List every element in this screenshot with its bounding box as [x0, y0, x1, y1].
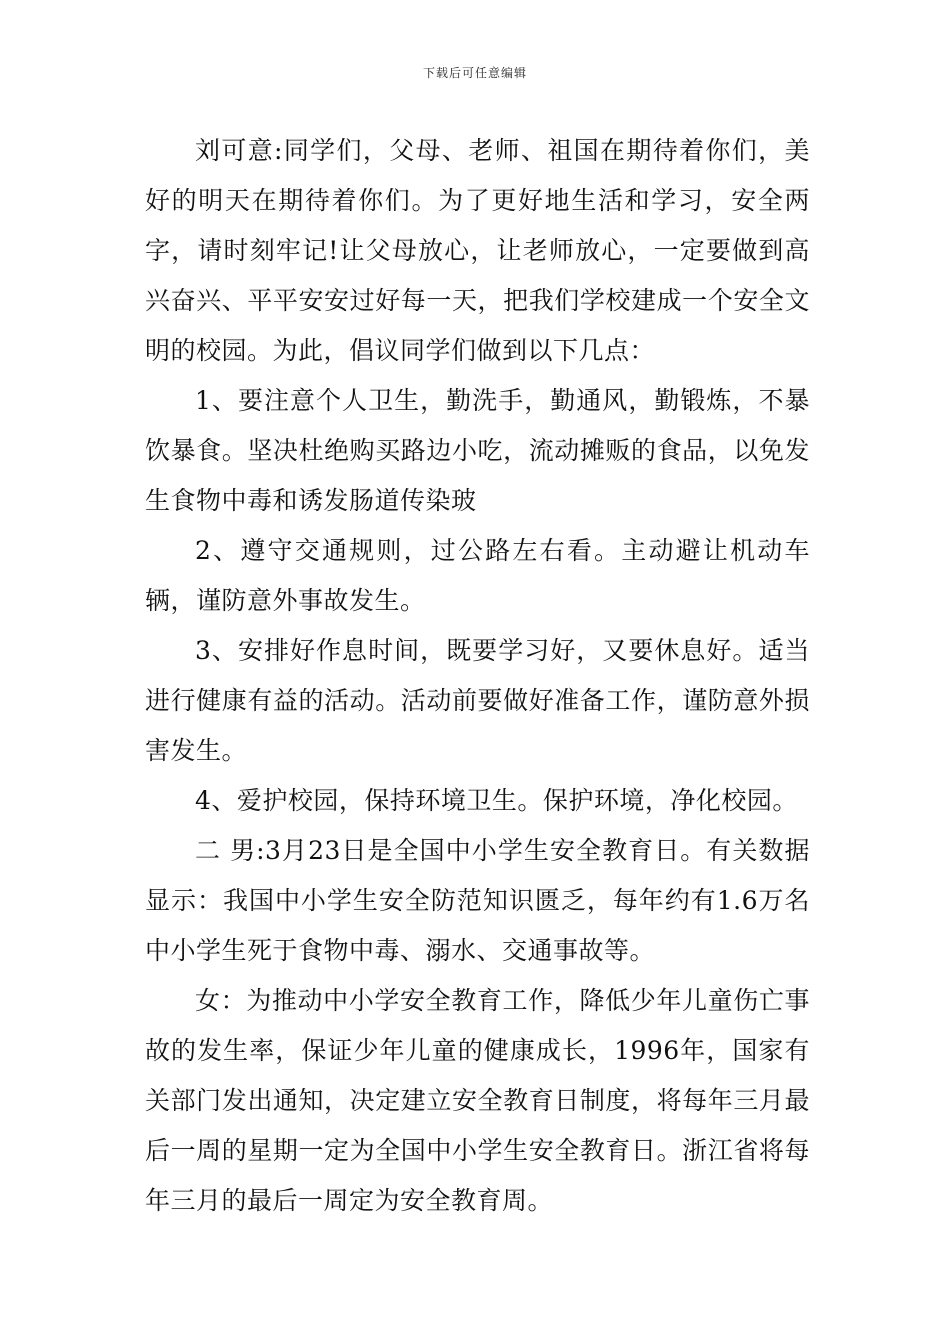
- paragraph-item-2: 2、遵守交通规则，过公路左右看。主动避让机动车辆，谨防意外事故发生。: [145, 536, 810, 615]
- paragraph-item-3: 3、安排好作息时间，既要学习好，又要休息好。适当进行健康有益的活动。活动前要做好准备工作，谨防意外损害发生。: [145, 636, 810, 765]
- paragraph-item-1: 1、要注意个人卫生，勤洗手，勤通风，勤锻炼，不暴饮暴食。坚决杜绝购买路边小吃，流动摊贩的食品，以免发生食物中毒和诱发肠道传染玻: [145, 386, 810, 515]
- paragraph-section-two-female: 女：为推动中小学安全教育工作，降低少年儿童伤亡事故的发生率，保证少年儿童的健康成长，1996年，国家有关部门发出通知，决定建立安全教育日制度，将每年三月最后一周的星期一定为全国中小学生安全教育日。浙江省将每年三月的最后一周定为安全教育周。: [145, 986, 810, 1215]
- page-header-note: 下载后可任意编辑: [422, 66, 527, 80]
- paragraph-section-two-male: 二 男:3月23日是全国中小学生安全教育日。有关数据显示：我国中小学生安全防范知识匮乏，每年约有1.6万名中小学生死于食物中毒、溺水、交通事故等。: [145, 836, 810, 965]
- document-body: [145, 126, 810, 1226]
- paragraph-intro: 刘可意:同学们，父母、老师、祖国在期待着你们，美好的明天在期待着你们。为了更好地生活和学习，安全两字，请时刻牢记!让父母放心，让老师放心，一定要做到高兴奋兴、平平安安过好每一天，把我们学校建成一个安全文明的校园。为此，倡议同学们做到以下几点：: [145, 136, 810, 365]
- paragraph-item-4: 4、爱护校园，保持环境卫生。保护环境，净化校园。: [195, 786, 798, 815]
